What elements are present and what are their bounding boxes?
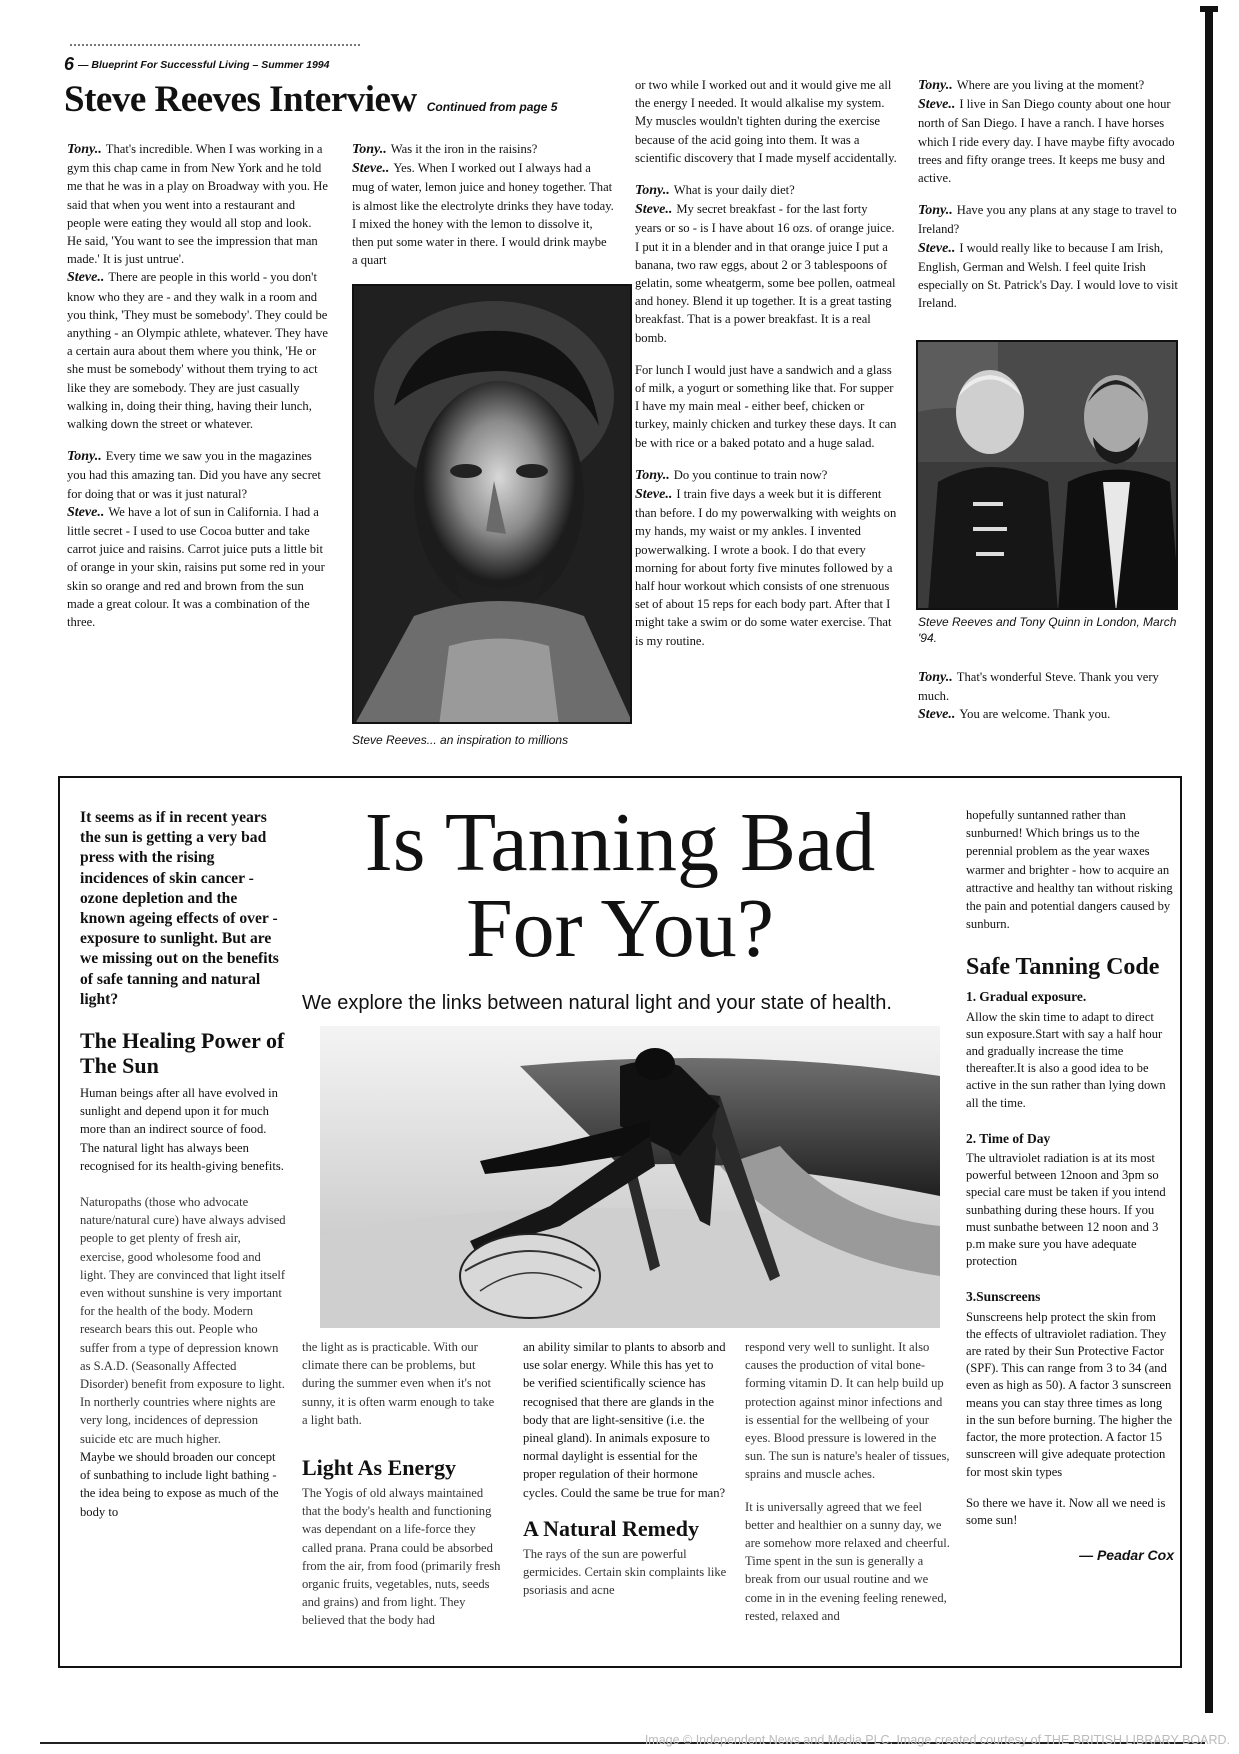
deckchair-image-icon	[320, 1026, 940, 1328]
article-column-2	[302, 1338, 502, 1630]
interview-column-4	[918, 76, 1180, 312]
article-right-column	[966, 806, 1174, 1563]
qa-8: Steve.. My secret breakfast - for the last forty years or so - is I have about 16 ozs. of orange juice. I put it in a blender and in that orange juice I put a banana, two raw eggs, about 2 or 3 tablespoons of gelatin, some wheatgerm, some bee pollen, oatmeal and honey. Blend it up together. It is a great tasting breakfast. That is a power breakfast. It is a real bomb.	[635, 202, 896, 345]
qa-10: Steve.. I train five days a week but it is different than before. I do my powerwalking with weights on my hands, my waist or my ankles. I invented powerwalking. I wrote a book. I do that every morning for about forty five minutes followed by a half hour workout which consists of one strenuous set of about 15 reps for each body part. After that I might take a swim or do some water exercise. That is my routine.	[635, 487, 897, 648]
feel-better-text: It is universally agreed that we feel better and healthier on a sunny day, we are somehow more relaxed and cheerful. Time spent in the sun is generally a break from our usual routine and we come in in the evening feeling renewed, rested, relaxed and	[745, 1499, 950, 1623]
sunbather-deckchair-photo	[320, 1026, 940, 1328]
qa-2: Steve.. There are people in this world - you don't know who they are - and they walk in a room and you think, 'They must be somebody'. They could be anything - an Olympic athlete, whatever. They have a certain aura about them where you think, 'He or she must be somebody' without them trying to act like they are somebody. They are just casually walking in, doing their thing, having their lunch, walking down the street or whatever.	[67, 270, 329, 432]
article-intro: It seems as if in recent years the sun is getting a very bad press with the rising incidences of skin cancer - ozone depletion and the known ageing effects of over - exposure to sunlight. But are we missing out on the benefits of safe tanning and natural light?	[80, 809, 279, 1008]
light-energy-text: The Yogis of old always maintained that the body's health and functioning was dependant on a life-force they called prana. Prana could be absorbed from the air, from food (primarily fresh organic fruits, vegetables, nuts, seeds and grains) and from light. They believed that the body had	[302, 1486, 501, 1628]
qa-1: Tony.. That's incredible. When I was working in a gym this chap came in from New York and he told me that he was in a play on Broadway with you. He said that when you went into a restaurant and people were eating they would all stop and look. He said, 'You want to see the impression that man made.' It is just untrue'.	[67, 142, 328, 267]
natural-remedy-heading: A Natural Remedy	[523, 1515, 699, 1541]
faint-header-scribble	[70, 44, 360, 52]
qa-11: Tony.. Where are you living at the moment?	[918, 78, 1145, 93]
qa-6: Steve.. Yes. When I worked out I always had a mug of water, lemon juice and honey together. That is almost like the electrolyte drinks they have today. I mixed the honey with the lemon to dissolve it, then put some water in there. I would drink maybe a quart	[352, 161, 614, 268]
closing-text: So there we have it. Now all we need is some sun!	[966, 1495, 1166, 1527]
two-men-photo-icon	[918, 342, 1178, 610]
healing-heading: The Healing Power of The Sun	[80, 1028, 285, 1079]
continued-note: Continued from page 5	[426, 100, 558, 114]
steve-reeves-portrait	[352, 284, 632, 724]
image-credit: Image © Independent News and Media PLC. Image created courtesy of THE BRITISH LIBRARY BOARD.	[644, 1733, 1230, 1747]
qa-5: Tony.. Was it the iron in the raisins?	[352, 142, 538, 157]
page-edge-mark	[1200, 6, 1218, 12]
qa-9: Tony.. Do you continue to train now?	[635, 467, 828, 483]
article-column-4	[745, 1338, 950, 1625]
light-bath-text: the light as is practicable. With our climate there can be problems, but during the summer even when it's not sunny, it is often warm enough to take a light bath.	[302, 1340, 495, 1427]
interview-column-2	[352, 140, 614, 269]
code-item-2: 2. Time of Day The ultraviolet radiation is at its most powerful between 12noon and 3pm so special care must be taken if you intend sunbathing during these hours. If you must sunbathe between 12 noon and 3 p.m make sure you have adequate protection	[966, 1130, 1166, 1269]
qa-15: Tony.. That's wonderful Steve. Thank you very much.	[918, 670, 1159, 704]
qa-3: Tony.. Every time we saw you in the magazines you had this amazing tan. Did you have any secret for doing that or was it just natural?	[67, 449, 321, 501]
code-item-3: 3.Sunscreens Sunscreens help protect the skin from the effects of ultraviolet radiation. They are rated by their Sun Protective Factor (SPF). This can range from 3 to 34 (and even as high as 50). A factor 3 sunscreen means you can stay three times as long in the sun before burning. The higher the factor, the more protection. A factor 15 sunscreen will give adequate protection for most skin types	[966, 1289, 1173, 1479]
sunlight-benefits-text: respond very well to sunlight. It also causes the production of vital bone-forming vitamin D. It can help build up protection against minor infections and is essential for the wellbeing of your eyes. Blood pressure is lowered in the sun. The sun is nature's healer of tissues, sprains and muscle aches.	[745, 1340, 950, 1482]
article-subhead: We explore the links between natural light and your state of health.	[302, 992, 892, 1014]
qa-13: Tony.. Have you any plans at any stage to travel to Ireland?	[918, 203, 1177, 237]
masthead: — Blueprint For Successful Living – Summer 1994	[78, 59, 330, 71]
article-headline	[300, 796, 940, 975]
portrait-image-icon	[354, 286, 632, 724]
article-left-column	[80, 808, 286, 1521]
portrait-caption: Steve Reeves... an inspiration to millions	[352, 733, 569, 747]
qa-4: Steve.. We have a lot of sun in California. I had a little secret - I used to use Cocoa butter and take carrot juice and raisins. Carrot juice puts a little bit of orange in your skin, raisins put some red in your skin so orange and red and brown from the sun made a great colour. It was a combination of the three.	[67, 504, 325, 630]
interview-end	[918, 668, 1180, 725]
qa-12: Steve.. I live in San Diego county about one hour north of San Diego. I have a ranch. I have horses which I ride every day. I have maybe fifty avocado trees and fifty orange trees. It keeps me busy and active.	[918, 97, 1175, 186]
reeves-quinn-photo	[916, 340, 1178, 610]
headline-line-2: For You?	[465, 882, 775, 975]
natural-remedy-text: The rays of the sun are powerful germicides. Certain skin complaints like psoriasis and acne	[523, 1546, 727, 1598]
interview-column-3	[635, 76, 897, 650]
suntan-intro-text: hopefully suntanned rather than sunburned! Which brings us to the perennial problem as the year waxes warmer and brighter - how to acquire an attractive and healthy tan without risking the pain and potential dangers caused by sunburn.	[966, 808, 1173, 932]
diet-continued: For lunch I would just have a sandwich and a glass of milk, a yogurt or something like that. For supper I have my main meal - either beef, chicken or turkey, mainly chicken and turkey these days. It can be with rice or a baked potato and a huge salad.	[635, 362, 897, 450]
byline: — Peadar Cox	[1079, 1547, 1174, 1564]
article-column-3	[523, 1338, 728, 1599]
page-edge-bar	[1205, 8, 1213, 1713]
qa-14: Steve.. I would really like to because I am Irish, English, German and Welsh. I feel quite Irish especially on St. Patrick's Day. I would love to visit Ireland.	[918, 240, 1178, 311]
healing-p1: Human beings after all have evolved in sunlight and depend upon it for much more than an indirect source of food. The natural light has always been recognised for its health-giving benefits.	[80, 1086, 284, 1173]
safe-tanning-heading: Safe Tanning Code	[966, 954, 1160, 981]
code-item-1: 1. Gradual exposure. Allow the skin time to adapt to direct sun exposure.Start with say a half hour and gradually increase the time thereafter.It is also a good idea to be active in the sun rather than lying down all the time.	[966, 989, 1166, 1110]
title-text: Steve Reeves Interview	[64, 79, 417, 120]
healing-p3: Maybe we should broaden our concept of sunbathing to include light bathing - the idea being to expose as much of the body to	[80, 1449, 279, 1519]
qa-16: Steve.. You are welcome. Thank you.	[918, 707, 1111, 723]
solar-energy-text: an ability similar to plants to absorb and use solar energy. While this has yet to be verified scientifically science has recognised that there are glands in the body that are light-sensitive (i.e. the pineal gland). In animals exposure to normal daylight is essential for the proper regulation of their hormone cycles. Could the same be true for man?	[523, 1340, 726, 1500]
reeves-quinn-caption: Steve Reeves and Tony Quinn in London, March '94.	[918, 615, 1177, 645]
qa-7: Tony.. What is your daily diet?	[635, 183, 795, 199]
light-energy-heading: Light As Energy	[302, 1455, 457, 1481]
page-number: 6	[64, 54, 75, 74]
interview-column-1	[67, 140, 329, 631]
interview-title	[64, 78, 557, 121]
headline-line-1: Is Tanning Bad	[364, 796, 876, 889]
qa-6-cont: or two while I worked out and it would give me all the energy I needed. It would alkalise my system. My muscles wouldn't tighten during the exercise because of the acid going into them. It was a scientific discovery that I made myself accidentally.	[635, 78, 897, 165]
healing-p2: Naturopaths (those who advocate nature/natural cure) have always advised people to get plenty of fresh air, exercise, good wholesome food and light. They are convinced that light itself even without sunshine is very important for the health of the body. Modern research bears this out. People who suffer from a type of depression known as S.A.D. (Seasonally Affected Disorder) benefit from exposure to light. In northerly countries where nights are very long, incidences of depression suicide etc are much higher.	[80, 1195, 286, 1446]
